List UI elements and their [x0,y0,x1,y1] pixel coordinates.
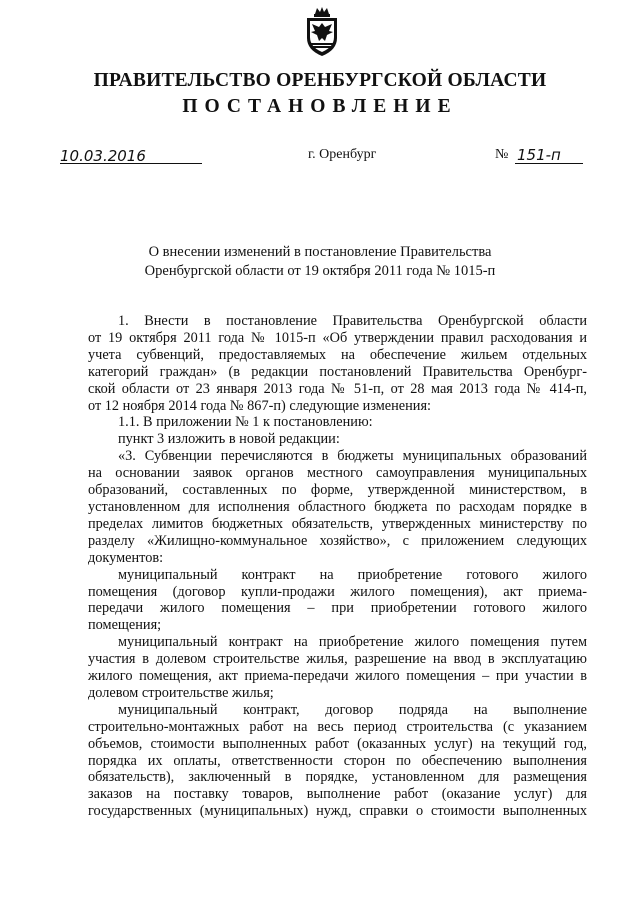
text-line: на основании заявок органов местного самоуправления муниципальных [88,465,587,482]
text-line: «3. Субвенции перечисляются в бюджеты муниципальных образований [118,448,587,465]
document-number: 151-п [517,146,561,164]
number-sign: № [495,147,509,162]
text-line: порядка их оплаты, ответственности сторон по обеспечению выполнения [88,752,587,769]
document-type-title: ПОСТАНОВЛЕНИЕ [182,96,458,117]
text-line: муниципальный контракт, договор подряда на выполнение [118,701,587,718]
date-underline [60,163,202,164]
text-line: от 12 ноября 2014 года № 867-п) следующие изменения: [88,397,431,414]
document-date: 10.03.2016 [60,147,146,165]
document-subject [0,243,640,281]
text-line: муниципальный контракт на приобретение жилого помещения путем [118,634,587,651]
text-line: от 19 октября 2011 года № 1015-п «Об утверждении правил расходования и [88,329,587,346]
document-body [88,313,587,820]
text-line: помещения; [88,617,162,634]
text-line: установленном для исполнения областного бюджета по расходам порядке в [88,498,587,515]
text-line: учета субвенций, предоставляемых на обеспечение жильем отдельных [88,346,587,363]
paragraph [88,567,587,635]
text-line: пределах лимитов бюджетных обязательств, утвержденных министерству по [88,515,587,532]
paragraph: 1.1. В приложении № 1 к постановлению: [118,414,373,431]
text-line: обязательств), заключенный в порядке, установленном для размещения [88,769,587,786]
text-line: муниципальный контракт на приобретение готового жилого [118,566,587,583]
text-line: документов: [88,549,164,566]
orenburg-coat-of-arms-icon [303,6,341,58]
paragraph [88,448,587,566]
paragraph [88,313,587,414]
text-line: категорий граждан» (в редакции постановлений Правительства Оренбург- [88,363,587,380]
paragraph [88,634,587,702]
text-line: объемов, стоимости выполненных работ (оказанных услуг) на текущий год, [88,735,587,752]
text-line: участия в долевом строительстве жилья, разрешение на ввод в эксплуатацию [88,651,587,668]
text-line: жилого помещения, акт приема-передачи жилого помещения – при участии в [88,668,587,685]
subject-line: О внесении изменений в постановление Правительства [148,244,492,260]
paragraph: пункт 3 изложить в новой редакции: [118,431,340,448]
organization-title: ПРАВИТЕЛЬСТВО ОРЕНБУРГСКОЙ ОБЛАСТИ [93,70,547,91]
text-line: заказов на поставку товаров, выполнение работ (оказание услуг) для [88,786,587,803]
text-line: долевом строительстве жилья; [88,684,274,701]
text-line: передачи жилого помещения – при приобретении готового жилого [88,600,587,617]
number-underline [515,163,583,164]
subject-line: Оренбургской области от 19 октября 2011 года № 1015-п [144,263,496,279]
text-line: государственных (муниципальных) нужд, справки о стоимости выполненных [88,803,587,820]
text-line: строительно-монтажных работ на весь период строительства (с указанием [88,718,587,735]
document-city: г. Оренбург [308,147,377,162]
text-line: помещения (договор купли-продажи жилого помещения), акт приема- [88,583,587,600]
text-line: образований, составленных по форме, утвержденной министерством, в [88,482,587,499]
paragraph [88,702,587,820]
text-line: ской области от 23 января 2013 года № 51-п, от 28 мая 2013 года № 414-п, [88,380,587,397]
text-line: разделу «Жилищно-коммунальное хозяйство», с приложением следующих [88,532,587,549]
text-line: 1. Внести в постановление Правительства Оренбургской области [118,313,587,329]
